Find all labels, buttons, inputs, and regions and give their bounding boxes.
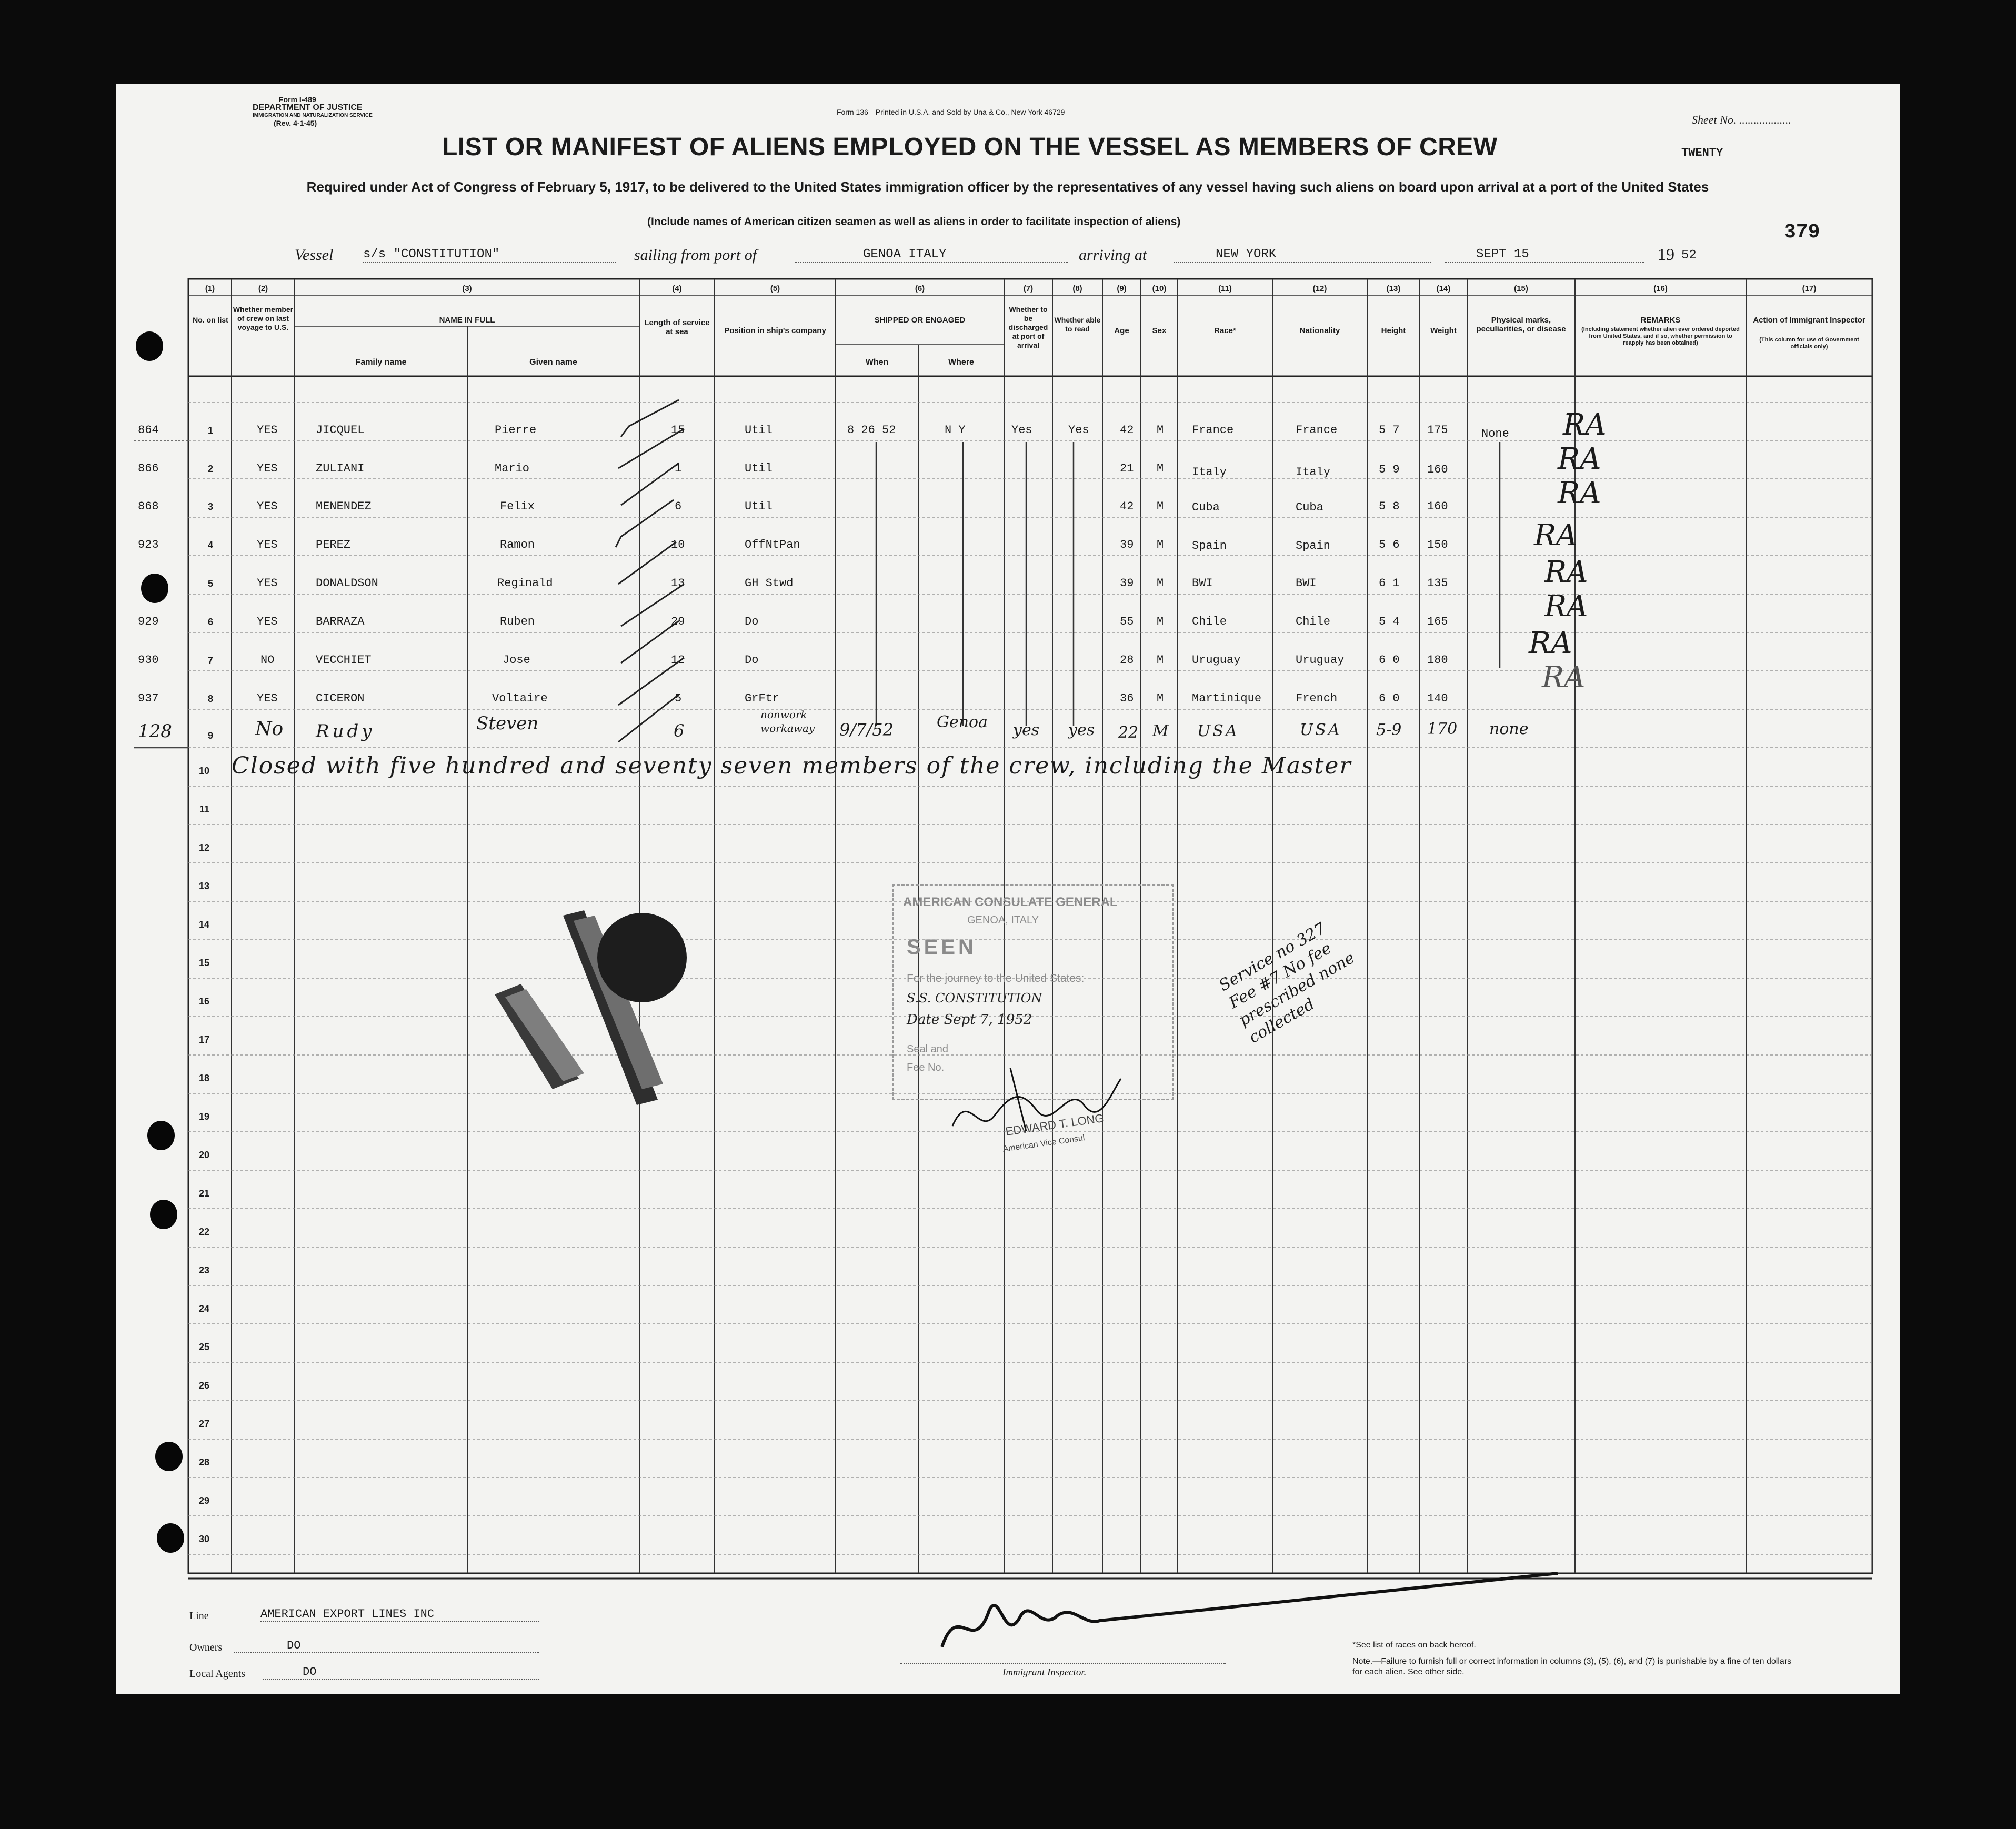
- vessel-label: Vessel: [295, 246, 334, 264]
- row-number: 8: [207, 694, 213, 704]
- stamp-date: Date Sept 7, 1952: [907, 1012, 1032, 1028]
- height: 5 4: [1379, 615, 1400, 628]
- col-read-header: Whether able to read: [1054, 316, 1101, 333]
- service-years: 13: [671, 577, 685, 590]
- closing-note: Closed with five hundred and seventy seven members of the crew, including the Master: [232, 752, 1352, 779]
- nationality: Spain: [1296, 539, 1331, 552]
- row-number: 20: [198, 1150, 209, 1160]
- family-name: Rudy: [316, 721, 375, 742]
- member-value: YES: [257, 500, 278, 513]
- height: 5 6: [1379, 538, 1400, 551]
- manifest-title: LIST OR MANIFEST OF ALIENS EMPLOYED ON THE VESSEL AS MEMBERS OF CREW: [442, 133, 1498, 161]
- margin-ref: 864: [138, 424, 159, 437]
- member-value: YES: [257, 424, 278, 437]
- inspector-action: RA: [1558, 476, 1601, 510]
- sailing-value: GENOA ITALY: [795, 247, 1068, 263]
- family-name: CICERON: [316, 692, 365, 705]
- col-position-header: Position in ship's company: [724, 326, 826, 335]
- weight: 170: [1427, 720, 1458, 738]
- age: 21: [1120, 462, 1134, 475]
- col-race-header: Race*: [1214, 326, 1236, 335]
- shipped-where: Genoa: [937, 713, 988, 731]
- manifest-note: (Include names of American citizen seamen as well as aliens in order to facilitate inspection of aliens): [647, 216, 1181, 228]
- row-number: 26: [198, 1380, 209, 1391]
- margin-ref: 930: [138, 654, 159, 667]
- member-value: No: [255, 718, 284, 740]
- stamp-seen: SEEN: [907, 936, 977, 959]
- margin-ref: 923: [138, 538, 159, 551]
- row-number: 18: [198, 1073, 209, 1083]
- line-value: AMERICAN EXPORT LINES INC: [260, 1607, 539, 1622]
- weight: 140: [1427, 692, 1448, 705]
- consul-signature: [947, 1058, 1131, 1147]
- race: BWI: [1192, 577, 1213, 590]
- margin-ref: 128: [138, 721, 172, 742]
- col-name-header: NAME IN FULL: [439, 316, 495, 325]
- seal-ribbon-icon: [484, 905, 716, 1116]
- stamp-vessel: S.S. CONSTITUTION: [907, 991, 1042, 1006]
- form-agency: DEPARTMENT OF JUSTICE: [253, 103, 363, 112]
- vessel-value: s/s "CONSTITUTION": [363, 247, 616, 263]
- sex: M: [1157, 424, 1164, 437]
- owners-value: DO: [234, 1639, 539, 1653]
- consul-title: American Vice Consul: [1002, 1133, 1086, 1154]
- shipped-where: N Y: [945, 424, 966, 437]
- family-name: PEREZ: [316, 538, 351, 551]
- col-family-header: Family name: [355, 358, 407, 367]
- position: GH Stwd: [745, 577, 794, 590]
- row-number: 13: [198, 881, 209, 891]
- form-service: IMMIGRATION AND NATURALIZATION SERVICE: [253, 113, 373, 118]
- height: 6 0: [1379, 654, 1400, 667]
- position: GrFtr: [745, 692, 780, 705]
- col-sex-header: Sex: [1152, 326, 1167, 335]
- member-value: YES: [257, 692, 278, 705]
- col-nationality-header: Nationality: [1299, 326, 1340, 335]
- sex: M: [1157, 615, 1164, 628]
- sheet-label: Sheet No. ..................: [1692, 113, 1791, 126]
- row-number: 24: [198, 1303, 209, 1314]
- sex: M: [1157, 538, 1164, 551]
- row-number: 22: [198, 1227, 209, 1237]
- row-number: 3: [207, 501, 213, 512]
- given-name: Felix: [500, 500, 535, 513]
- nationality: BWI: [1296, 577, 1317, 590]
- consul-name: EDWARD T. LONG: [1005, 1111, 1105, 1138]
- row-number: 2: [207, 464, 213, 474]
- stamp-fee: Fee No.: [907, 1062, 945, 1073]
- footer-note: Note.—Failure to furnish full or correct information in columns (3), (5), (6), and (7) is punishable by a fine of ten dollars for each alien. See other side.: [1352, 1657, 1792, 1676]
- page-number: 379: [1784, 221, 1820, 244]
- weight: 175: [1427, 424, 1448, 437]
- form-revision: (Rev. 4-1-45): [274, 119, 317, 127]
- inspector-action: RA: [1534, 518, 1578, 552]
- service-years: 10: [671, 538, 685, 551]
- col-marks-header: Physical marks, peculiarities, or disease: [1476, 316, 1566, 334]
- service-years: 6: [674, 721, 685, 741]
- shipped-when: 8 26 52: [847, 424, 896, 437]
- height: 6 1: [1379, 577, 1400, 590]
- sailing-label: sailing from port of: [634, 246, 757, 264]
- col-when-header: When: [865, 358, 889, 367]
- row-number: 21: [198, 1188, 209, 1199]
- physical-marks: None: [1481, 427, 1509, 440]
- height: 5-9: [1376, 721, 1402, 739]
- weight: 160: [1427, 500, 1448, 513]
- position: Do: [745, 654, 759, 667]
- arriving-label: arriving at: [1079, 246, 1147, 264]
- inspector-action: RA: [1544, 555, 1588, 589]
- stamp-journey: For the journey to the United States:: [907, 972, 1085, 984]
- position: Util: [745, 424, 773, 437]
- row-number: 17: [198, 1034, 209, 1045]
- col-discharged-header: Whether to be discharged at port of arrival: [1008, 305, 1048, 349]
- height: 6 0: [1379, 692, 1400, 705]
- races-note: *See list of races on back hereof.: [1352, 1641, 1476, 1650]
- row-number: 15: [198, 958, 209, 968]
- sex: M: [1157, 462, 1164, 475]
- race: USA: [1197, 722, 1239, 740]
- inspector-action: RA: [1542, 660, 1586, 695]
- service-years: 29: [671, 615, 685, 628]
- sex: M: [1157, 577, 1164, 590]
- row-number: 5: [207, 578, 213, 589]
- sex: M: [1157, 692, 1164, 705]
- given-name: Voltaire: [492, 692, 548, 705]
- member-value: YES: [257, 577, 278, 590]
- owners-label: Owners: [189, 1642, 223, 1653]
- weight: 150: [1427, 538, 1448, 551]
- year-prefix: 19: [1658, 245, 1674, 264]
- year-value: 52: [1681, 248, 1697, 263]
- inspector-action: RA: [1544, 589, 1588, 624]
- row-number: 25: [198, 1342, 209, 1352]
- inspector-label: Immigrant Inspector.: [1002, 1667, 1087, 1678]
- race: Italy: [1192, 466, 1227, 479]
- col-weight-header: Weight: [1430, 326, 1457, 335]
- service-years: 5: [675, 692, 682, 705]
- margin-ref: 866: [138, 462, 159, 475]
- col-no-header: No. on list: [193, 316, 228, 324]
- height: 5 8: [1379, 500, 1400, 513]
- col-action-detail: (This column for use of Government officials only): [1759, 337, 1859, 350]
- weight: 160: [1427, 463, 1448, 476]
- position: Do: [745, 615, 759, 628]
- row-number: 19: [198, 1111, 209, 1122]
- inspector-action: RA: [1558, 442, 1601, 476]
- height: 5 9: [1379, 463, 1400, 476]
- member-value: NO: [260, 654, 275, 667]
- physical-marks: none: [1489, 720, 1529, 738]
- col-remarks-detail: (Including statement whether alien ever ordered deported from United States, and if so, whether permission to reapply has been obtained): [1581, 326, 1740, 346]
- race: Martinique: [1192, 692, 1262, 705]
- agents-value: DO: [263, 1665, 539, 1680]
- nationality: Uruguay: [1296, 654, 1345, 667]
- shipped-when: 9/7/52: [839, 720, 894, 740]
- nationality: Chile: [1296, 615, 1331, 628]
- date-value: SEPT 15: [1445, 247, 1644, 263]
- given-name: Mario: [495, 462, 530, 475]
- row-number: 27: [198, 1419, 209, 1429]
- col-age-header: Age: [1114, 326, 1129, 335]
- stamp-consulate: AMERICAN CONSULATE GENERAL: [903, 895, 1118, 909]
- nationality: France: [1296, 424, 1338, 437]
- sheet-value: TWENTY: [1681, 146, 1723, 159]
- nationality: French: [1296, 692, 1338, 705]
- given-name: Ruben: [500, 615, 535, 628]
- able-to-read: Yes: [1068, 424, 1089, 437]
- stamp-seal: Seal and: [907, 1043, 948, 1055]
- age: 39: [1120, 577, 1134, 590]
- margin-ref: 868: [138, 500, 159, 513]
- family-name: MENENDEZ: [316, 500, 372, 513]
- col-given-header: Given name: [529, 358, 577, 367]
- row-number: 28: [198, 1457, 209, 1468]
- row-number: 11: [199, 804, 209, 815]
- sex: M: [1157, 654, 1164, 667]
- sex: M: [1157, 500, 1164, 513]
- height: 5 7: [1379, 424, 1400, 437]
- member-value: YES: [257, 538, 278, 551]
- col-remarks-header: REMARKS: [1640, 316, 1681, 325]
- given-name: Reginald: [497, 577, 553, 590]
- given-name: Steven: [476, 713, 539, 734]
- service-years: 15: [671, 424, 685, 437]
- race: Spain: [1192, 539, 1227, 552]
- manifest-subtitle: Required under Act of Congress of February 5, 1917, to be delivered to the United States immigration officer by the representatives of any vessel having such aliens on board upon arrival at a port of the United States: [306, 179, 1709, 195]
- fee-annotation: Service no 327 Fee #7 No fee prescribed none collected: [1216, 919, 1358, 1047]
- weight: 165: [1427, 615, 1448, 628]
- col-where-header: Where: [948, 358, 974, 367]
- service-years: 12: [671, 654, 685, 667]
- race: Cuba: [1192, 501, 1220, 514]
- col-action-header: Action of Immigrant Inspector: [1753, 316, 1865, 325]
- family-name: VECCHIET: [316, 654, 372, 667]
- row-number: 1: [207, 425, 213, 436]
- age: 55: [1120, 615, 1134, 628]
- race: France: [1192, 424, 1234, 437]
- printer-line: Form 136—Printed in U.S.A. and Sold by Una & Co., New York 46729: [837, 108, 1065, 116]
- age: 28: [1120, 654, 1134, 667]
- row-number: 14: [198, 919, 209, 930]
- row-number: 4: [207, 540, 213, 550]
- inspector-signature: [926, 1568, 1573, 1668]
- given-name: Ramon: [500, 538, 535, 551]
- race: Chile: [1192, 615, 1227, 628]
- inspector-action: RA: [1563, 408, 1607, 442]
- row-number: 29: [198, 1495, 209, 1506]
- given-name: Pierre: [495, 424, 537, 437]
- weight: 180: [1427, 654, 1448, 667]
- col-shipped-header: SHIPPED OR ENGAGED: [874, 316, 966, 325]
- inspector-action: RA: [1529, 626, 1572, 660]
- age: 22: [1118, 723, 1139, 742]
- race: Uruguay: [1192, 654, 1241, 667]
- member-value: YES: [257, 462, 278, 475]
- age: 42: [1120, 424, 1134, 437]
- margin-ref: 937: [138, 692, 159, 705]
- margin-ref: 929: [138, 615, 159, 628]
- family-name: BARRAZA: [316, 615, 365, 628]
- agents-label: Local Agents: [189, 1668, 246, 1680]
- col-height-header: Height: [1381, 326, 1406, 335]
- col-service-header: Length of service at sea: [644, 318, 710, 336]
- position: OffNtPan: [745, 538, 800, 551]
- member-value: YES: [257, 615, 278, 628]
- family-name: ZULIANI: [316, 462, 365, 475]
- given-name: Jose: [503, 654, 530, 667]
- discharged: yes: [1013, 721, 1040, 739]
- row-number: 12: [198, 842, 209, 853]
- position: Util: [745, 462, 773, 475]
- form-id: Form I-489: [279, 95, 316, 104]
- weight: 135: [1427, 577, 1448, 590]
- row-number: 16: [198, 996, 209, 1007]
- discharged: Yes: [1011, 424, 1032, 437]
- service-years: 6: [675, 500, 682, 513]
- family-name: DONALDSON: [316, 577, 378, 590]
- arriving-value: NEW YORK: [1174, 247, 1431, 263]
- row-number: 6: [207, 617, 213, 627]
- service-years: 1: [675, 462, 682, 475]
- col-member-header: Whether member of crew on last voyage to U.S.: [233, 305, 294, 331]
- row-number: 10: [198, 766, 209, 776]
- row-number: 30: [198, 1534, 209, 1544]
- sex: M: [1152, 722, 1169, 740]
- nationality: Cuba: [1296, 501, 1323, 514]
- age: 42: [1120, 500, 1134, 513]
- nationality: USA: [1300, 721, 1342, 739]
- able-to-read: yes: [1068, 721, 1095, 739]
- row-number: 23: [198, 1265, 209, 1275]
- family-name: JICQUEL: [316, 424, 365, 437]
- stamp-city: GENOA, ITALY: [967, 915, 1039, 926]
- position: Util: [745, 500, 773, 513]
- age: 39: [1120, 538, 1134, 551]
- line-label: Line: [189, 1610, 209, 1622]
- row-number: 9: [207, 730, 213, 741]
- position: nonwork workaway: [760, 708, 815, 735]
- row-number: 7: [207, 655, 213, 666]
- age: 36: [1120, 692, 1134, 705]
- nationality: Italy: [1296, 466, 1331, 479]
